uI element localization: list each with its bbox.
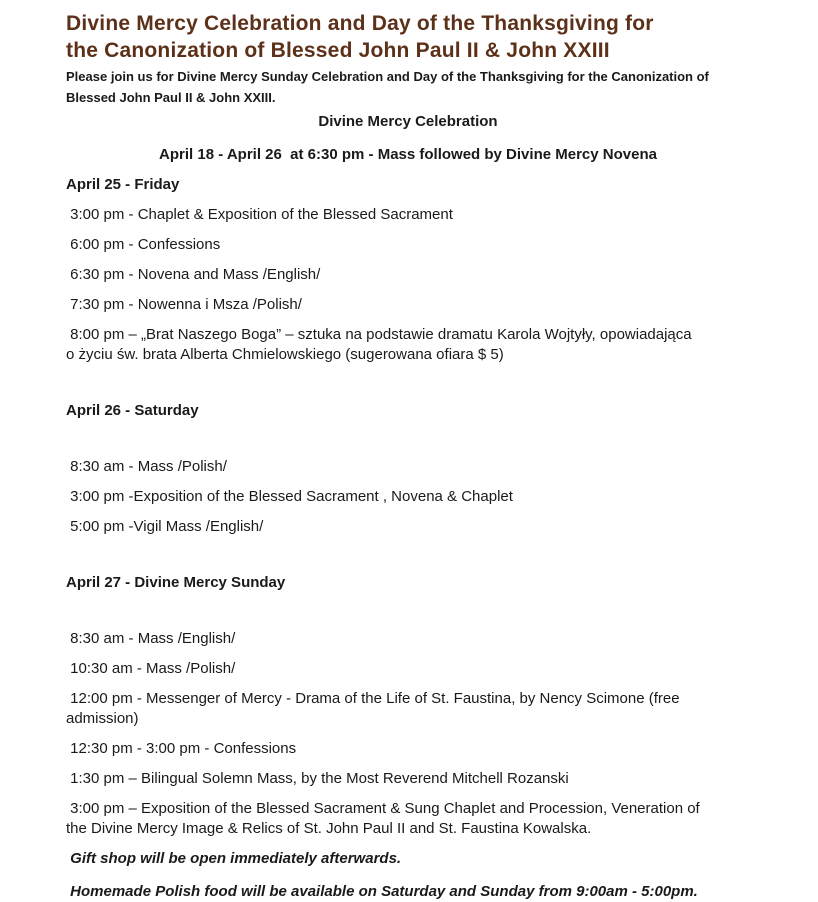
schedule-item-saturday-830am: 8:30 am - Mass /Polish/ bbox=[66, 458, 227, 475]
section-spacer bbox=[66, 547, 750, 573]
section-sunday bbox=[66, 573, 750, 839]
sunday-drama-line-2: admission) bbox=[66, 710, 139, 727]
schedule-item-friday-600pm: 6:00 pm - Confessions bbox=[66, 236, 221, 253]
sunday-exposition-line-2: the Divine Mercy Image & Relics of St. John Paul II and St. Faustina Kowalska. bbox=[66, 820, 592, 837]
sunday-exposition-line-1: 3:00 pm – Exposition of the Blessed Sacrament & Sung Chaplet and Procession, Veneration of bbox=[66, 800, 700, 817]
schedule-item-sunday-1200pm bbox=[66, 689, 750, 729]
novena-schedule-line: April 18 - April 26 at 6:30 pm - Mass followed by Divine Mercy Novena bbox=[159, 146, 657, 163]
document-title-line-1: Divine Mercy Celebration and Day of the Thanksgiving for bbox=[66, 12, 654, 35]
schedule-item-friday-300pm: 3:00 pm - Chaplet & Exposition of the Blessed Sacrament bbox=[66, 206, 453, 223]
section-saturday bbox=[66, 401, 750, 537]
schedule-item-sunday-300pm bbox=[66, 799, 750, 839]
schedule-item-friday-800pm bbox=[66, 325, 750, 365]
intro-line-1: Please join us for Divine Mercy Sunday Celebration and Day of the Thanksgiving for the Canonization of bbox=[66, 69, 709, 84]
schedule-item-saturday-300pm: 3:00 pm -Exposition of the Blessed Sacrament , Novena & Chaplet bbox=[66, 488, 513, 505]
intro-line-2: Blessed John Paul II & John XXIII. bbox=[66, 90, 276, 105]
friday-play-line-2: o życiu św. brata Alberta Chmielowskiego (sugerowana ofiara $ 5) bbox=[66, 346, 504, 363]
section-heading-saturday: April 26 - Saturday bbox=[66, 402, 199, 419]
schedule-item-sunday-130pm: 1:30 pm – Bilingual Solemn Mass, by the Most Reverend Mitchell Rozanski bbox=[66, 770, 569, 787]
section-spacer bbox=[66, 375, 750, 401]
section-heading-friday: April 25 - Friday bbox=[66, 176, 180, 193]
document-title-line-2: the Canonization of Blessed John Paul II & John XXIII bbox=[66, 39, 610, 62]
intro-text bbox=[66, 66, 750, 108]
schedule-item-sunday-1030am: 10:30 am - Mass /Polish/ bbox=[66, 660, 236, 677]
celebration-subtitle: Divine Mercy Celebration bbox=[318, 113, 498, 130]
friday-play-line-1: 8:00 pm – „Brat Naszego Boga” – sztuka na podstawie dramatu Karola Wojtyły, opowiadająca bbox=[66, 326, 692, 343]
footnote-polish-food: Homemade Polish food will be available on Saturday and Sunday from 9:00am - 5:00pm. bbox=[66, 883, 698, 900]
section-friday bbox=[66, 175, 750, 365]
section-heading-sunday: April 27 - Divine Mercy Sunday bbox=[66, 574, 286, 591]
schedule-item-friday-730pm: 7:30 pm - Nowenna i Msza /Polish/ bbox=[66, 296, 302, 313]
schedule-item-friday-630pm: 6:30 pm - Novena and Mass /English/ bbox=[66, 266, 321, 283]
schedule-item-sunday-830am: 8:30 am - Mass /English/ bbox=[66, 630, 236, 647]
schedule-item-sunday-1230pm: 12:30 pm - 3:00 pm - Confessions bbox=[66, 740, 297, 757]
section-spacer bbox=[66, 431, 750, 457]
schedule-item-saturday-500pm: 5:00 pm -Vigil Mass /English/ bbox=[66, 518, 264, 535]
document-title bbox=[66, 10, 750, 64]
section-spacer bbox=[66, 603, 750, 629]
sunday-drama-line-1: 12:00 pm - Messenger of Mercy - Drama of the Life of St. Faustina, by Nency Scimone (free bbox=[66, 690, 680, 707]
footnote-gift-shop: Gift shop will be open immediately afterwards. bbox=[66, 850, 402, 867]
